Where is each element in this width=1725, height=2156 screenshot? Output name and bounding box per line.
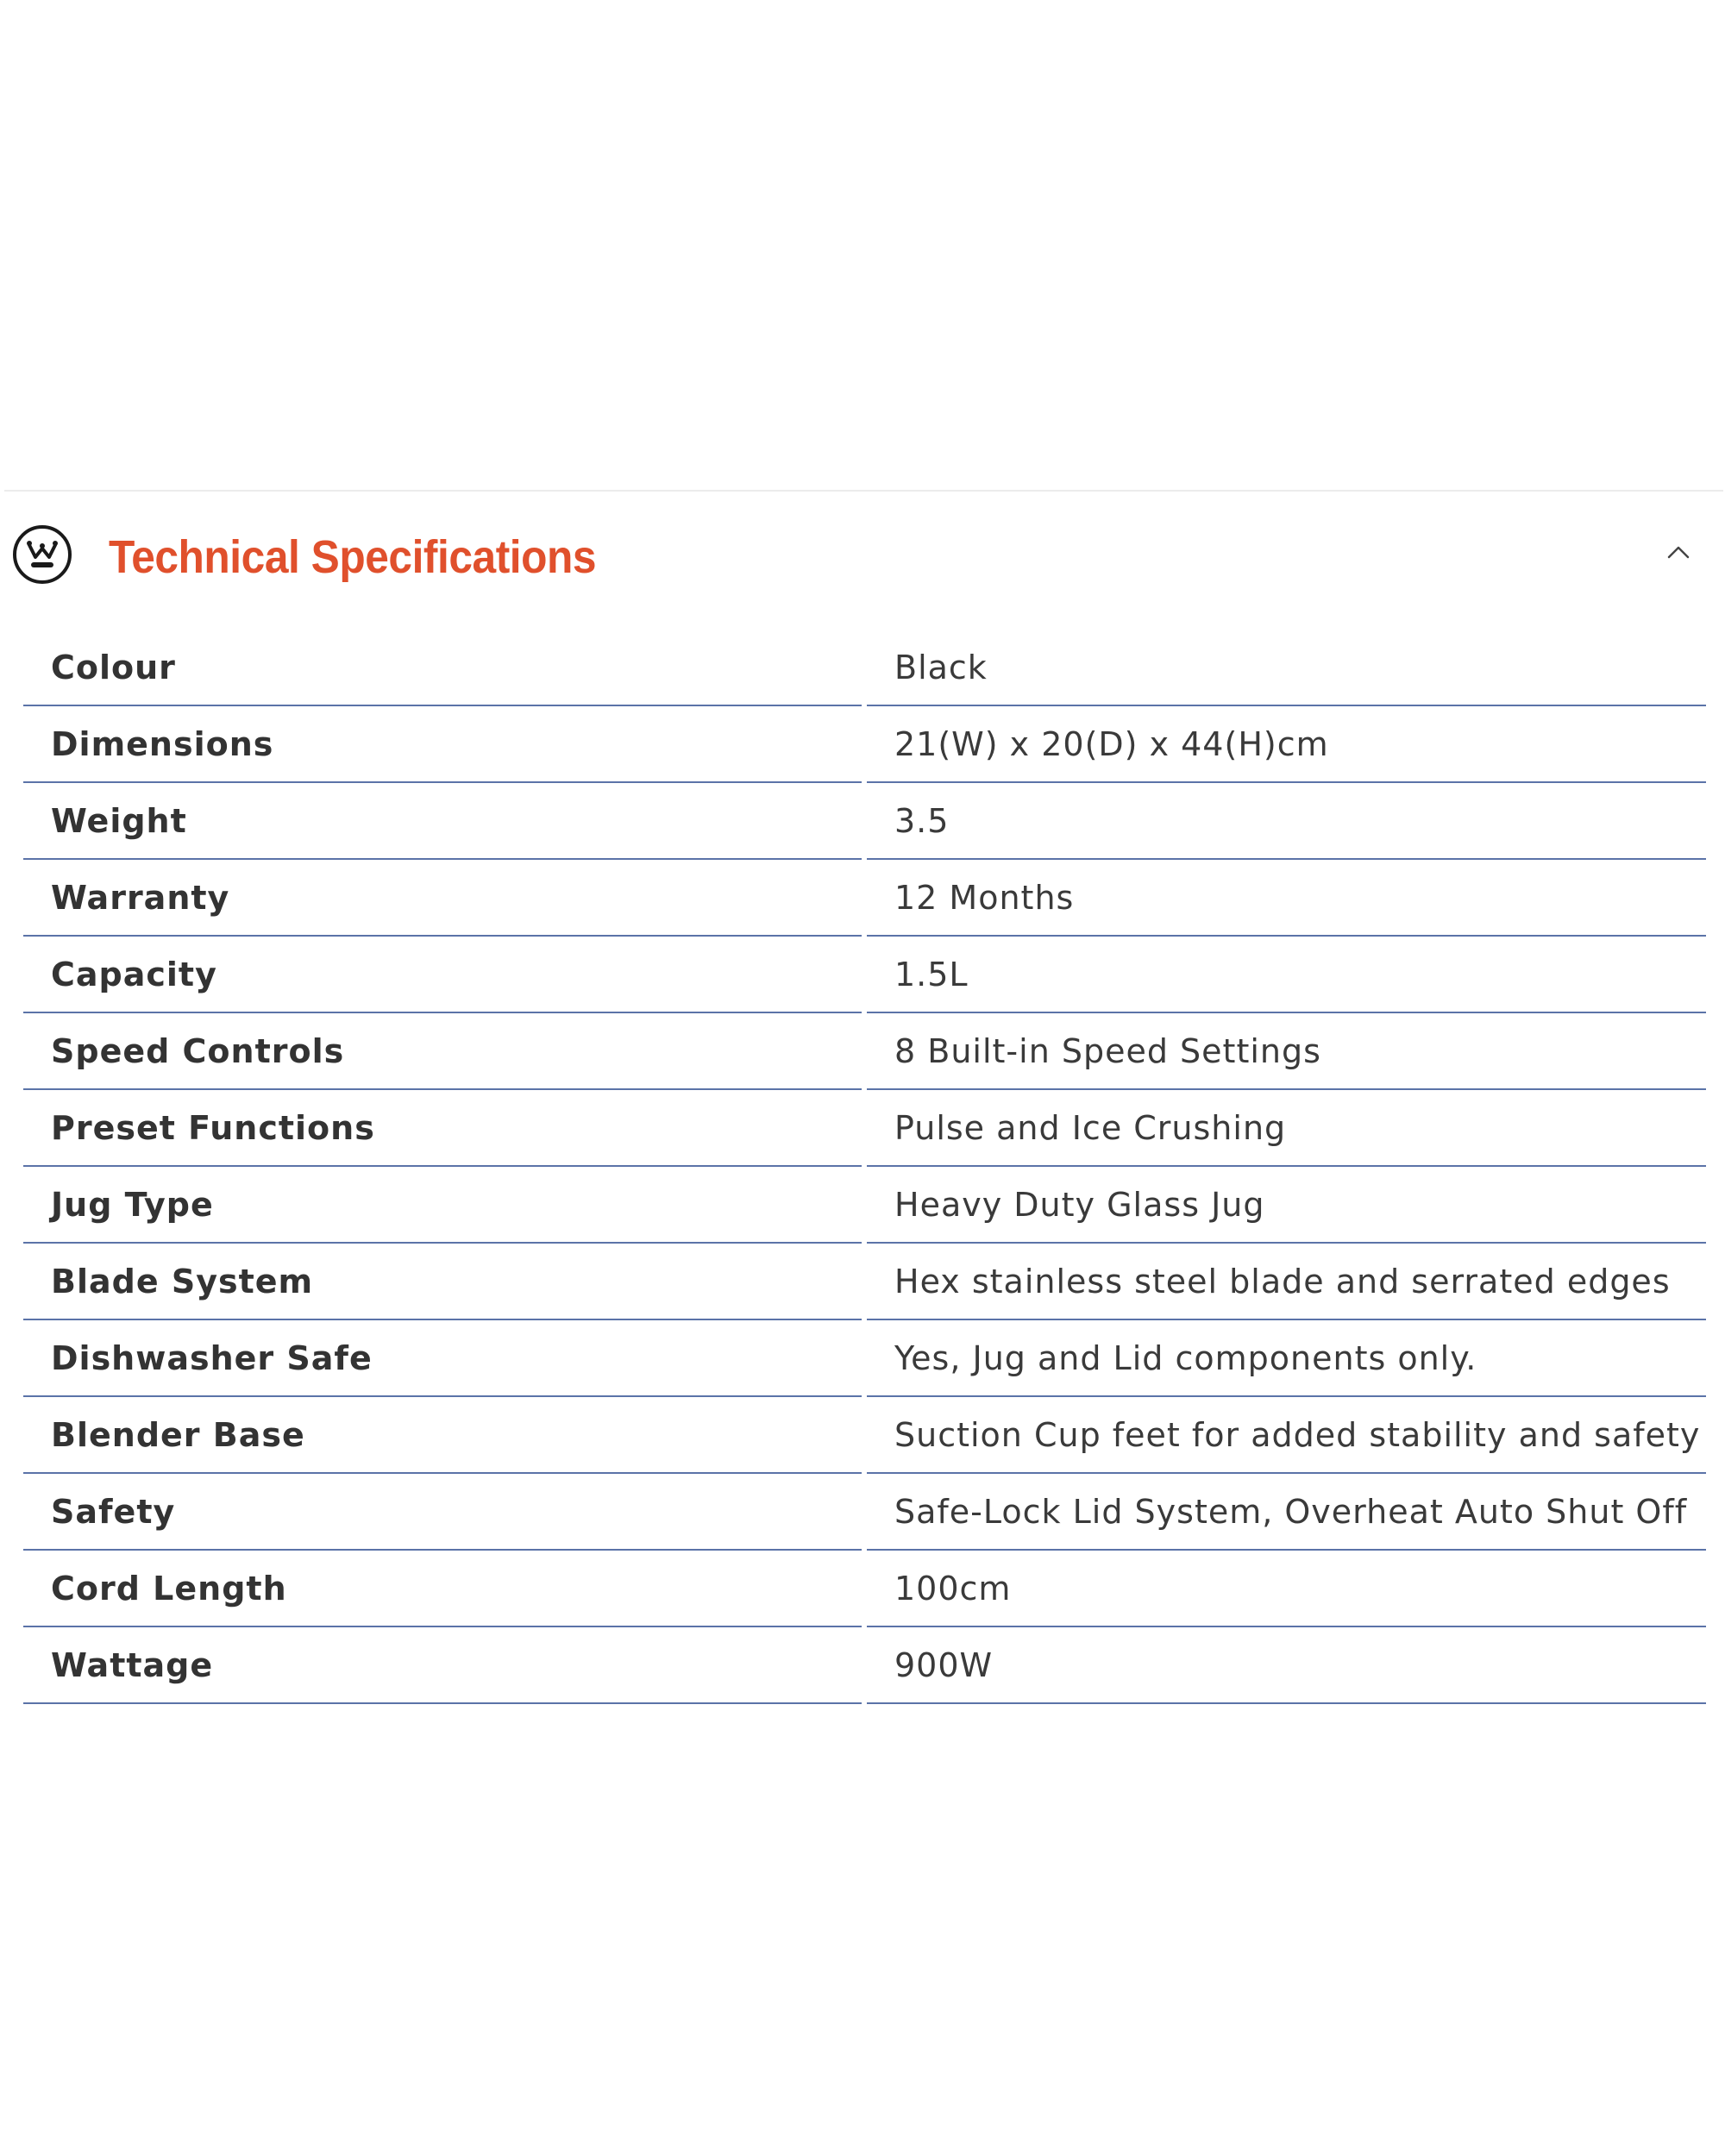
table-row [23, 783, 1706, 860]
spec-label: Capacity [23, 937, 862, 1013]
chevron-up-icon[interactable] [1661, 535, 1696, 569]
table-row [23, 1397, 1706, 1474]
spec-value: 1.5L [867, 937, 1706, 1013]
spec-value: 21(W) x 20(D) x 44(H)cm [867, 706, 1706, 783]
spec-label: Jug Type [23, 1167, 862, 1244]
spec-label: Blender Base [23, 1397, 862, 1474]
spec-value: Safe-Lock Lid System, Overheat Auto Shut Off [867, 1474, 1706, 1551]
table-row [23, 937, 1706, 1013]
section-divider [4, 490, 1723, 492]
table-row [23, 860, 1706, 937]
table-row [23, 1627, 1706, 1704]
table-row [23, 1167, 1706, 1244]
spec-value: 900W [867, 1627, 1706, 1704]
spec-value: 3.5 [867, 783, 1706, 860]
spec-label: Blade System [23, 1244, 862, 1320]
brand-logo-icon [12, 524, 72, 585]
spec-label: Cord Length [23, 1551, 862, 1627]
spec-value: 8 Built-in Speed Settings [867, 1013, 1706, 1090]
specifications-table [23, 630, 1706, 1704]
spec-label: Weight [23, 783, 862, 860]
section-title: Technical Specifications [109, 531, 597, 583]
spec-value: 12 Months [867, 860, 1706, 937]
spec-label: Warranty [23, 860, 862, 937]
table-row [23, 1320, 1706, 1397]
spec-label: Speed Controls [23, 1013, 862, 1090]
table-row [23, 630, 1706, 706]
spec-value: 100cm [867, 1551, 1706, 1627]
spec-value: Yes, Jug and Lid components only. [867, 1320, 1706, 1397]
spec-value: Pulse and Ice Crushing [867, 1090, 1706, 1167]
table-row [23, 1474, 1706, 1551]
spec-label: Preset Functions [23, 1090, 862, 1167]
table-row [23, 706, 1706, 783]
spec-label: Safety [23, 1474, 862, 1551]
spec-label: Dimensions [23, 706, 862, 783]
table-row [23, 1551, 1706, 1627]
accordion-header-technical-specifications[interactable] [0, 517, 1725, 604]
spec-label: Dishwasher Safe [23, 1320, 862, 1397]
spec-label: Colour [23, 630, 862, 706]
table-row [23, 1244, 1706, 1320]
spec-value: Hex stainless steel blade and serrated edges [867, 1244, 1706, 1320]
spec-value: Black [867, 630, 1706, 706]
table-row [23, 1090, 1706, 1167]
spec-label: Wattage [23, 1627, 862, 1704]
table-row [23, 1013, 1706, 1090]
spec-value: Heavy Duty Glass Jug [867, 1167, 1706, 1244]
spec-value: Suction Cup feet for added stability and safety [867, 1397, 1706, 1474]
